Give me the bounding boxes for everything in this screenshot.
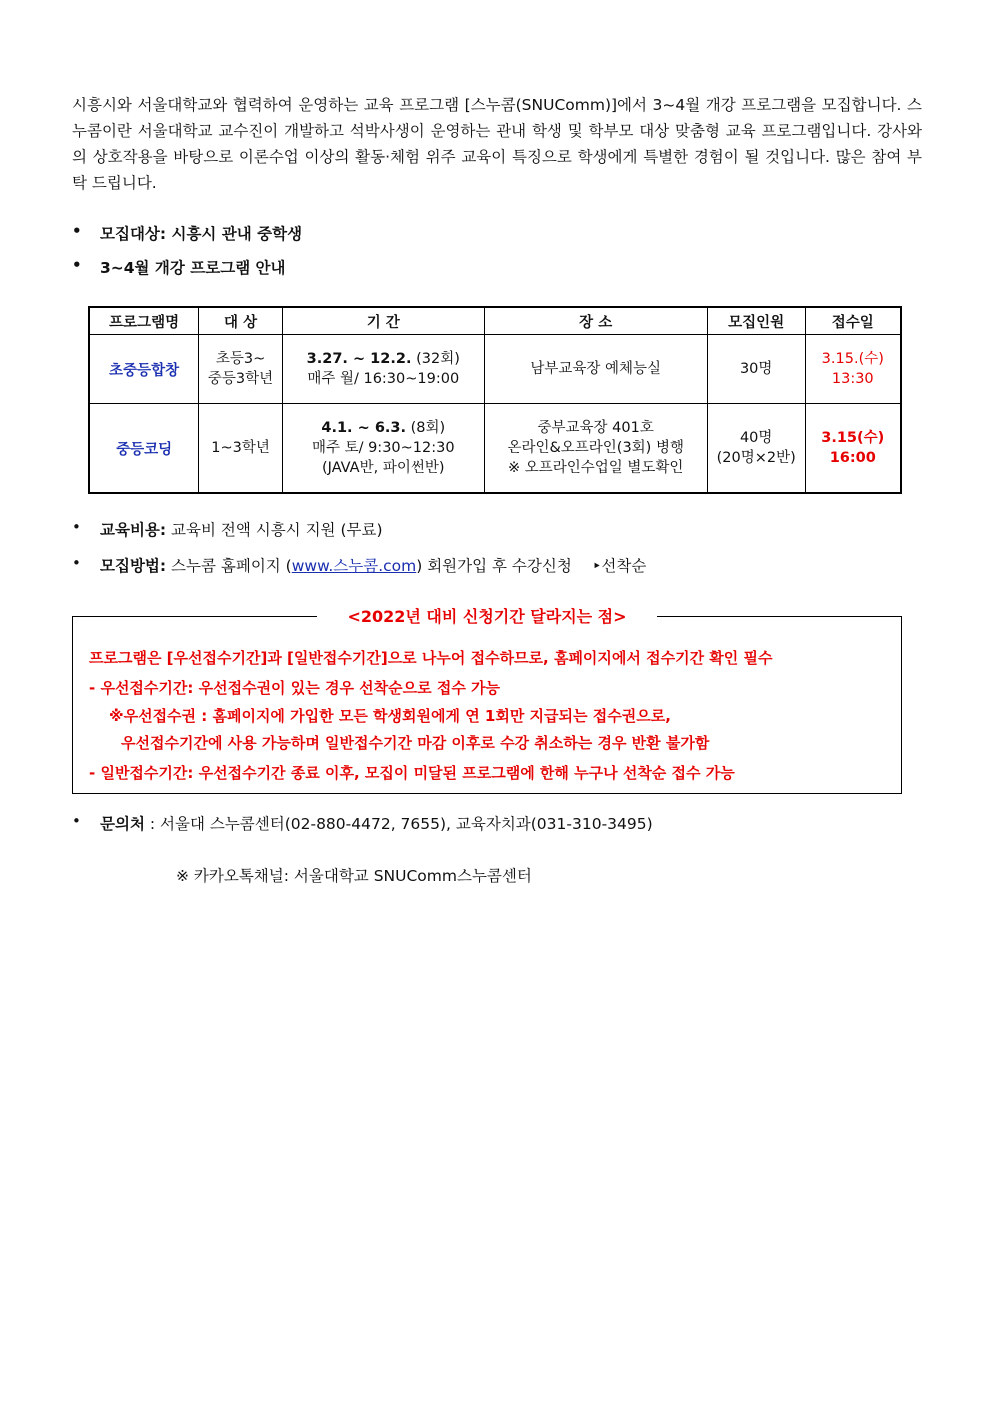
program-date: 3.15(수) 16:00 <box>805 404 901 494</box>
program-target: 1~3학년 <box>199 404 283 494</box>
table-row <box>89 404 901 494</box>
method-label: 모집방법: <box>100 557 167 575</box>
document-page <box>72 92 922 885</box>
bullet-contact <box>72 812 653 834</box>
program-table <box>88 306 902 494</box>
contact-label: 문의처 <box>100 815 145 833</box>
header-date: 접수일 <box>805 307 901 335</box>
notice-box <box>72 607 902 794</box>
notice-title: <2022년 대비 신청기간 달라지는 점> <box>73 604 901 627</box>
homepage-link[interactable]: www.스누콤.com <box>291 557 417 575</box>
program-capacity: 40명 (20명×2반) <box>707 404 805 494</box>
program-name: 초중등합창 <box>89 335 199 404</box>
notice-line: ※우선접수권 : 홈페이지에 가입한 모든 학생회원에게 연 1회만 지급되는 접수권으로, <box>109 707 671 725</box>
program-date: 3.15.(수) 13:30 <box>805 335 901 404</box>
notice-line: 우선접수기간에 사용 가능하며 일반접수기간 마감 이후로 수강 취소하는 경우 반환 불가함 <box>121 734 710 752</box>
table-header-row <box>89 307 901 335</box>
intro-paragraph: 시흥시와 서울대학교와 협력하여 운영하는 교육 프로그램 [스누콤(SNUComm)]에서 3~4월 개강 프로그램을 모집합니다. 스누콤이란 서울대학교 교수진이 개발하고 석박사생이 운영하는 관내 학생 및 학부모 대상 맞춤형 교육 프로그램입니다. 강사와의 상호작용을 바탕으로 이론수업 이상의 활동·체험 위주 교육이 특징으로 학생에게 특별한 경험이 될 것입니다. 많은 참여 부탁 드립니다. <box>72 96 922 192</box>
header-target: 대 상 <box>199 307 283 335</box>
bullet-program-guide: • 3~4월 개강 프로그램 안내 <box>72 256 922 278</box>
bullet-method: • 모집방법: 스누콤 홈페이지 (www.스누콤.com) 회원가입 후 수강신청 ‣선착순 <box>72 554 646 576</box>
program-place: 중부교육장 401호 온라인&오프라인(3회) 병행 ※ 오프라인수업일 별도확인 <box>484 404 707 494</box>
bullet-cost <box>72 518 383 540</box>
program-name: 중등코딩 <box>89 404 199 494</box>
header-place: 장 소 <box>484 307 707 335</box>
header-period: 기 간 <box>282 307 484 335</box>
kakao-channel: ※ 카카오톡채널: 서울대학교 SNUComm스누콤센터 <box>176 866 532 885</box>
notice-line: 프로그램은 [우선접수기간]과 [일반접수기간]으로 나누어 접수하므로, 홈페이지에서 접수기간 확인 필수 <box>89 649 773 667</box>
header-capacity: 모집인원 <box>707 307 805 335</box>
program-period: 3.27. ~ 12.2. (32회) 매주 월/ 16:30~19:00 <box>282 335 484 404</box>
program-place: 남부교육장 예체능실 <box>484 335 707 404</box>
program-period: 4.1. ~ 6.3. (8회) 매주 토/ 9:30~12:30 (JAVA반, 파이썬반) <box>282 404 484 494</box>
table-row <box>89 335 901 404</box>
program-capacity: 30명 <box>707 335 805 404</box>
bullet-target: • 모집대상: 시흥시 관내 중학생 <box>72 222 922 244</box>
cost-label: 교육비용: <box>100 521 167 539</box>
notice-line: - 일반접수기간: 우선접수기간 종료 이후, 모집이 미달된 프로그램에 한해 누구나 선착순 접수 가능 <box>89 764 735 782</box>
program-target: 초등3~ 중등3학년 <box>199 335 283 404</box>
contact-value: : 서울대 스누콤센터(02-880-4472, 7655), 교육자치과(031-310-3495) <box>144 815 653 833</box>
notice-line: - 우선접수기간: 우선접수권이 있는 경우 선착순으로 접수 가능 <box>89 679 501 697</box>
header-program-name: 프로그램명 <box>89 307 199 335</box>
cost-value: 교육비 전액 시흥시 지원 (무료) <box>166 521 383 539</box>
